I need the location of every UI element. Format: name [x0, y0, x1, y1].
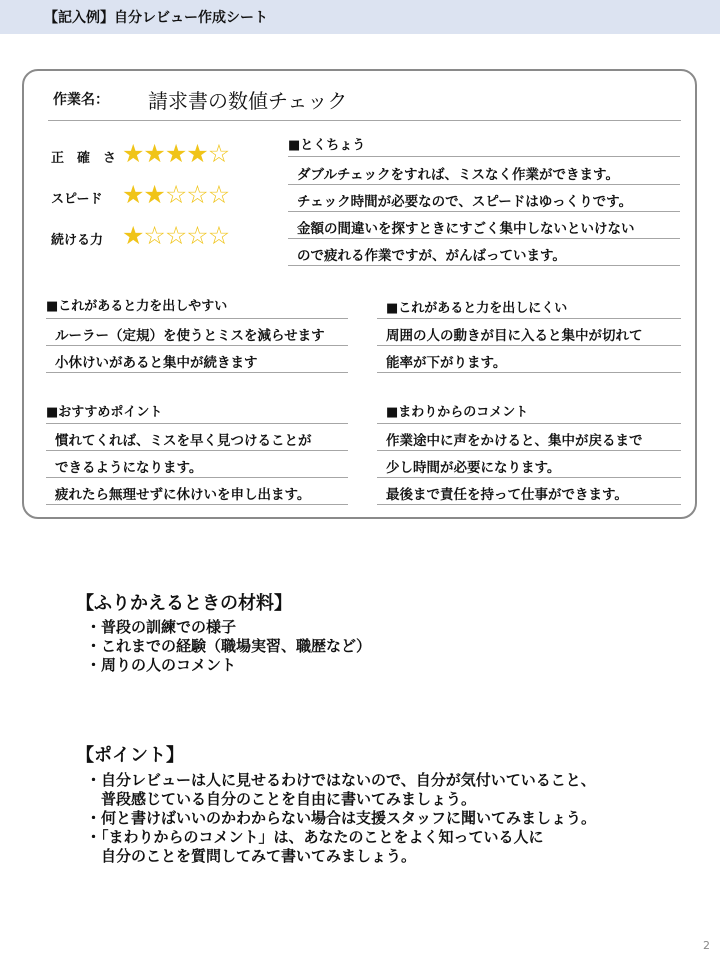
- divider: [377, 450, 681, 451]
- divider: [46, 450, 348, 451]
- hard-line: 能率が下がります。: [386, 355, 507, 371]
- star-filled-icon: ★: [122, 221, 144, 250]
- rating-stars-speed: [122, 182, 229, 207]
- star-empty-icon: ☆: [207, 139, 230, 168]
- list-item: ・これまでの経験（職場実習、職歴など）: [86, 637, 372, 655]
- comments-line: 最後まで責任を持って仕事ができます。: [386, 487, 628, 503]
- recommend-line: 慣れてくれば、ミスを早く見つけることが: [55, 433, 312, 449]
- section-title-recommend: ■おすすめポイント: [46, 405, 163, 420]
- divider: [377, 504, 681, 505]
- divider: [377, 345, 681, 346]
- star-empty-icon: ☆: [207, 180, 230, 209]
- page-title: 【記入例】自分レビュー作成シート: [44, 10, 268, 26]
- task-label: 作業名：: [53, 92, 109, 108]
- rating-stars-endurance: [122, 223, 229, 248]
- list-item: ・自分レビューは人に見せるわけではないので、自分が気付いていること、: [86, 771, 596, 789]
- comments-line: 作業途中に声をかけると、集中が戻るまで: [386, 433, 643, 449]
- star-empty-icon: ☆: [164, 180, 187, 209]
- divider: [46, 504, 348, 505]
- hard-line: 周囲の人の動きが目に入ると集中が切れて: [386, 328, 643, 344]
- points-heading: 【ポイント】: [76, 745, 184, 766]
- rating-stars-accuracy: [122, 141, 229, 166]
- points-section: [76, 741, 184, 767]
- traits-line: ダブルチェックをすれば、ミスなく作業ができます。: [297, 167, 619, 183]
- materials-section: [76, 589, 292, 615]
- divider: [46, 423, 348, 424]
- comments-line: 少し時間が必要になります。: [386, 460, 561, 476]
- page-number: 2: [703, 939, 710, 952]
- section-title-comments: ■まわりからのコメント: [386, 405, 529, 420]
- divider: [288, 211, 680, 212]
- divider: [48, 120, 681, 121]
- divider: [377, 477, 681, 478]
- star-filled-icon: ★: [186, 139, 208, 168]
- section-title-hard: ■これがあると力を出しにくい: [386, 301, 568, 316]
- divider: [288, 184, 680, 185]
- recommend-line: できるようになります。: [55, 460, 203, 476]
- easy-line: 小休けいがあると集中が続きます: [55, 355, 258, 371]
- recommend-line: 疲れたら無理せずに休けいを申し出ます。: [55, 487, 311, 503]
- star-filled-icon: ★: [122, 180, 144, 209]
- task-name: 請求書の数値チェック: [148, 89, 348, 113]
- divider: [288, 265, 680, 266]
- star-filled-icon: ★: [143, 180, 165, 209]
- section-title-traits: ■とくちょう: [288, 138, 366, 153]
- star-filled-icon: ★: [122, 139, 144, 168]
- materials-list: [86, 618, 371, 675]
- review-sheet-card: [22, 69, 697, 519]
- rating-label-speed: スピード: [51, 192, 103, 207]
- points-list: [86, 771, 596, 866]
- traits-line: ので疲れる作業ですが、がんばっています。: [297, 248, 566, 264]
- star-filled-icon: ★: [164, 139, 187, 168]
- list-item: 自分のことを質問してみて書いてみましょう。: [86, 847, 417, 865]
- divider: [46, 477, 348, 478]
- star-empty-icon: ☆: [207, 221, 230, 250]
- divider: [377, 318, 681, 319]
- materials-heading: 【ふりかえるときの材料】: [76, 593, 292, 614]
- star-empty-icon: ☆: [143, 221, 165, 250]
- star-filled-icon: ★: [143, 139, 165, 168]
- list-item: ・周りの人のコメント: [86, 656, 237, 674]
- star-empty-icon: ☆: [186, 221, 208, 250]
- divider: [46, 372, 348, 373]
- traits-line: 金額の間違いを探すときにすごく集中しないといけない: [297, 221, 635, 237]
- list-item: ・何と書けばいいのかわからない場合は支援スタッフに聞いてみましょう。: [86, 809, 597, 827]
- rating-label-accuracy: 正 確 さ: [51, 151, 117, 166]
- easy-line: ルーラー（定規）を使うとミスを減らせます: [55, 328, 325, 344]
- list-item: 普段感じている自分のことを自由に書いてみましょう。: [86, 790, 477, 808]
- divider: [377, 372, 681, 373]
- star-empty-icon: ☆: [186, 180, 208, 209]
- section-title-easy: ■これがあると力を出しやすい: [46, 299, 228, 314]
- header-bar: [0, 0, 720, 34]
- list-item: ・「まわりからのコメント」は、あなたのことをよく知っている人に: [86, 828, 544, 846]
- traits-line: チェック時間が必要なので、スピードはゆっくりです。: [297, 194, 633, 210]
- rating-label-endurance: 続ける力: [51, 233, 104, 248]
- star-empty-icon: ☆: [164, 221, 187, 250]
- divider: [46, 345, 348, 346]
- list-item: ・普段の訓練での様子: [86, 618, 237, 636]
- divider: [288, 156, 680, 157]
- divider: [377, 423, 681, 424]
- divider: [46, 318, 348, 319]
- divider: [288, 238, 680, 239]
